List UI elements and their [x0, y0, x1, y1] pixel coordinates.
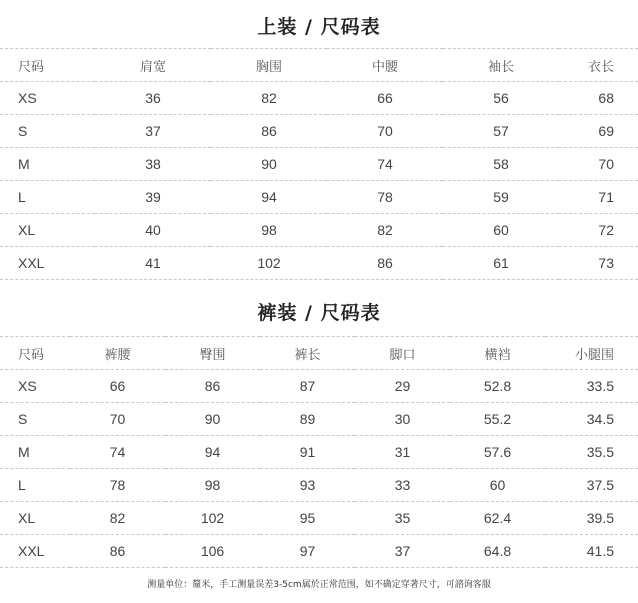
top-measurement-cell: 82 [327, 214, 443, 247]
pants-measurement-cell: 82 [70, 502, 165, 535]
top-column-header: 袖长 [443, 49, 559, 82]
top-measurement-cell: 36 [95, 82, 211, 115]
top-size-chart-title: 上装 / 尺码表 [257, 16, 381, 38]
pants-measurement-cell: 37 [355, 535, 450, 568]
top-measurement-cell: 74 [327, 148, 443, 181]
top-measurement-cell: 70 [559, 148, 638, 181]
pants-measurement-cell: 97 [260, 535, 355, 568]
pants-table-row [0, 370, 638, 403]
pants-measurement-cell: 95 [260, 502, 355, 535]
pants-column-header: 尺码 [0, 337, 70, 370]
top-column-header: 衣长 [559, 49, 638, 82]
top-measurement-cell: 56 [443, 82, 559, 115]
pants-measurement-cell: 74 [70, 436, 165, 469]
pants-measurement-cell: 60 [450, 469, 545, 502]
top-measurement-cell: 58 [443, 148, 559, 181]
top-measurement-cell: 38 [95, 148, 211, 181]
pants-size-label: L [0, 469, 70, 502]
top-column-header: 中腰 [327, 49, 443, 82]
top-column-header: 胸围 [211, 49, 327, 82]
pants-measurement-cell: 102 [165, 502, 260, 535]
top-table-row [0, 181, 638, 214]
top-measurement-cell: 60 [443, 214, 559, 247]
pants-size-label: XXL [0, 535, 70, 568]
top-size-label: XS [0, 82, 95, 115]
top-column-header: 尺码 [0, 49, 95, 82]
pants-header-row [0, 337, 638, 370]
pants-measurement-cell: 90 [165, 403, 260, 436]
pants-measurement-cell: 93 [260, 469, 355, 502]
pants-measurement-cell: 98 [165, 469, 260, 502]
top-measurement-cell: 41 [95, 247, 211, 280]
pants-measurement-cell: 57.6 [450, 436, 545, 469]
pants-column-header: 小腿围 [545, 337, 638, 370]
pants-measurement-cell: 33.5 [545, 370, 638, 403]
pants-table-row [0, 403, 638, 436]
pants-column-header: 横裆 [450, 337, 545, 370]
pants-size-table [0, 336, 638, 568]
top-measurement-cell: 86 [327, 247, 443, 280]
pants-size-label: S [0, 403, 70, 436]
top-measurement-cell: 57 [443, 115, 559, 148]
pants-measurement-cell: 78 [70, 469, 165, 502]
pants-measurement-cell: 64.8 [450, 535, 545, 568]
top-measurement-cell: 73 [559, 247, 638, 280]
top-measurement-cell: 68 [559, 82, 638, 115]
pants-column-header: 脚口 [355, 337, 450, 370]
top-measurement-cell: 94 [211, 181, 327, 214]
top-measurement-cell: 39 [95, 181, 211, 214]
pants-measurement-cell: 62.4 [450, 502, 545, 535]
top-measurement-cell: 78 [327, 181, 443, 214]
pants-measurement-cell: 91 [260, 436, 355, 469]
pants-measurement-cell: 31 [355, 436, 450, 469]
top-measurement-cell: 66 [327, 82, 443, 115]
top-table-row [0, 148, 638, 181]
top-measurement-cell: 37 [95, 115, 211, 148]
top-table-row [0, 115, 638, 148]
pants-measurement-cell: 34.5 [545, 403, 638, 436]
top-measurement-cell: 102 [211, 247, 327, 280]
pants-measurement-cell: 39.5 [545, 502, 638, 535]
pants-measurement-cell: 86 [165, 370, 260, 403]
top-table-row [0, 82, 638, 115]
top-size-label: L [0, 181, 95, 214]
top-size-label: M [0, 148, 95, 181]
pants-size-label: XS [0, 370, 70, 403]
top-table-row [0, 247, 638, 280]
top-column-header: 肩宽 [95, 49, 211, 82]
pants-measurement-cell: 35.5 [545, 436, 638, 469]
pants-measurement-cell: 86 [70, 535, 165, 568]
pants-table-row [0, 502, 638, 535]
top-measurement-cell: 98 [211, 214, 327, 247]
top-size-label: XL [0, 214, 95, 247]
pants-measurement-cell: 52.8 [450, 370, 545, 403]
top-measurement-cell: 61 [443, 247, 559, 280]
top-size-label: XXL [0, 247, 95, 280]
pants-table-row [0, 535, 638, 568]
top-header-row [0, 49, 638, 82]
pants-measurement-cell: 89 [260, 403, 355, 436]
top-size-table [0, 48, 638, 280]
pants-measurement-cell: 94 [165, 436, 260, 469]
top-measurement-cell: 71 [559, 181, 638, 214]
pants-column-header: 臀围 [165, 337, 260, 370]
top-measurement-cell: 72 [559, 214, 638, 247]
top-measurement-cell: 70 [327, 115, 443, 148]
top-measurement-cell: 59 [443, 181, 559, 214]
top-measurement-cell: 86 [211, 115, 327, 148]
top-measurement-cell: 40 [95, 214, 211, 247]
pants-size-label: M [0, 436, 70, 469]
pants-column-header: 裤长 [260, 337, 355, 370]
measurement-footnote: 测量单位：釐米，手工测量误差3-5cm属於正常范围，如不确定穿著尺寸，可諮询客服 [147, 580, 491, 590]
top-measurement-cell: 69 [559, 115, 638, 148]
pants-measurement-cell: 66 [70, 370, 165, 403]
pants-measurement-cell: 87 [260, 370, 355, 403]
pants-size-chart-title: 裤装 / 尺码表 [257, 302, 381, 324]
pants-measurement-cell: 29 [355, 370, 450, 403]
pants-table-row [0, 436, 638, 469]
pants-measurement-cell: 106 [165, 535, 260, 568]
top-measurement-cell: 82 [211, 82, 327, 115]
pants-measurement-cell: 55.2 [450, 403, 545, 436]
pants-measurement-cell: 30 [355, 403, 450, 436]
pants-column-header: 裤腰 [70, 337, 165, 370]
pants-measurement-cell: 35 [355, 502, 450, 535]
pants-measurement-cell: 70 [70, 403, 165, 436]
pants-size-label: XL [0, 502, 70, 535]
top-measurement-cell: 90 [211, 148, 327, 181]
pants-measurement-cell: 33 [355, 469, 450, 502]
top-table-row [0, 214, 638, 247]
pants-table-row [0, 469, 638, 502]
pants-measurement-cell: 37.5 [545, 469, 638, 502]
top-size-label: S [0, 115, 95, 148]
pants-measurement-cell: 41.5 [545, 535, 638, 568]
